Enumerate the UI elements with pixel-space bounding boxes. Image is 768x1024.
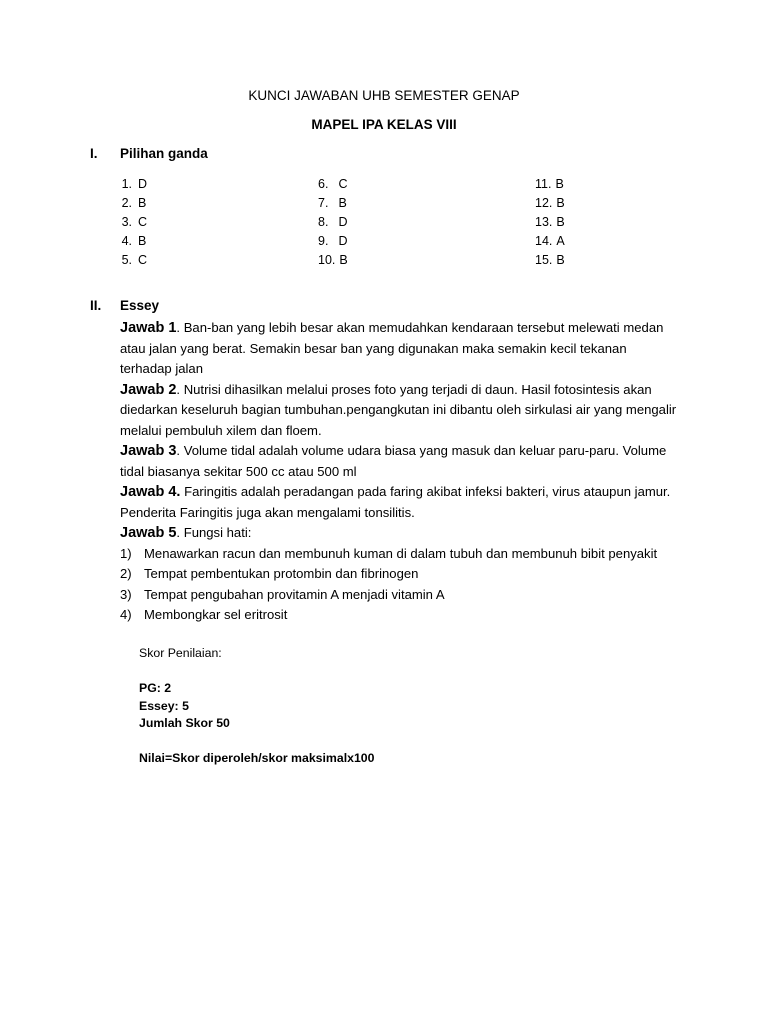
essay-answers [120,318,680,626]
list-item: 10. B [318,253,348,267]
document-subtitle: MAPEL IPA KELAS VIII [311,117,457,132]
section-number: II. [90,298,102,313]
list-item: 1. D [121,177,148,191]
list-item: 3) Tempat pengubahan provitamin A menjadi vitamin A [120,586,445,602]
list-item: 15. B [535,253,565,267]
list-item: 8. D [318,215,348,229]
list-item: 5. C [121,253,148,267]
scoring-block [139,645,374,768]
essay-answer-3 [120,441,680,482]
section-heading-essay [90,298,159,313]
section-number: I. [90,146,98,161]
section-title: Pilihan ganda [120,146,208,161]
list-item: 14. A [535,234,565,248]
essay-answer-4 [120,482,680,523]
list-item: 9. D [318,234,348,248]
list-item: 1) Menawarkan racun dan membunuh kuman di dalam tubuh dan membunuh bibit penyakit [120,545,658,561]
section-heading-multiple-choice [90,146,208,161]
answer-text: . Ban-ban yang lebih besar akan memudahkan kendaraan tersebut melewati medan atau jalan yang berat. Semakin besar ban yang digunakan maka semakin kecil tekanan terhadap jalan [120,320,664,376]
answer-label: Jawab 1 [120,320,177,336]
answer-column-2 [318,175,348,270]
answer-text: Faringitis adalah peradangan pada faring akibat infeksi bakteri, virus ataupun jamur. Penderita Faringitis juga akan mengalami tonsilitis. [120,484,671,520]
list-item: 4) Membongkar sel eritrosit [120,607,288,622]
answer-column-1 [108,175,147,270]
essay-answer-2 [120,380,680,442]
list-item: 12. B [535,196,565,210]
answer-text: . Volume tidal adalah volume udara biasa yang masuk dan keluar paru-paru. Volume tidal biasanya sekitar 500 cc atau 500 ml [120,443,667,479]
scoring-essay: Essey: 5 [139,698,189,713]
answer-text: . Nutrisi dihasilkan melalui proses foto yang terjadi di daun. Hasil fotosintesis akan diedarkan keseluruh bagian tumbuhan.pengangkutan ini dibantu oleh sirkulasi air yang mengalir melalui pembuluh xilem dan floem. [120,381,677,438]
list-item: 11. B [535,177,564,191]
answer-text: . Fungsi hati: [176,525,252,540]
list-item: 2. B [121,196,147,210]
list-item: 3. C [121,215,148,229]
scoring-heading: Skor Penilaian: [139,646,222,660]
list-item: 4. B [121,234,147,248]
section-title: Essey [120,298,160,313]
list-item: 6. C [318,177,348,191]
scoring-pg: PG: 2 [139,681,172,695]
document-title: KUNCI JAWABAN UHB SEMESTER GENAP [248,88,520,103]
scoring-total: Jumlah Skor 50 [139,716,230,730]
scoring-formula: Nilai=Skor diperoleh/skor maksimalx100 [139,751,375,765]
list-item: 13. B [535,215,565,229]
answer-label: Jawab 3 [120,443,177,459]
list-item: 7. B [318,196,347,210]
answer-label: Jawab 5 [120,525,177,541]
essay-answer-1 [120,318,680,380]
list-item: 2) Tempat pembentukan protombin dan fibrinogen [120,566,419,581]
essay-answer-5 [120,523,680,544]
answer-label: Jawab 2 [120,381,177,398]
answer-label: Jawab 4. [120,484,181,500]
liver-function-list [120,544,680,626]
answer-column-3 [535,175,565,270]
